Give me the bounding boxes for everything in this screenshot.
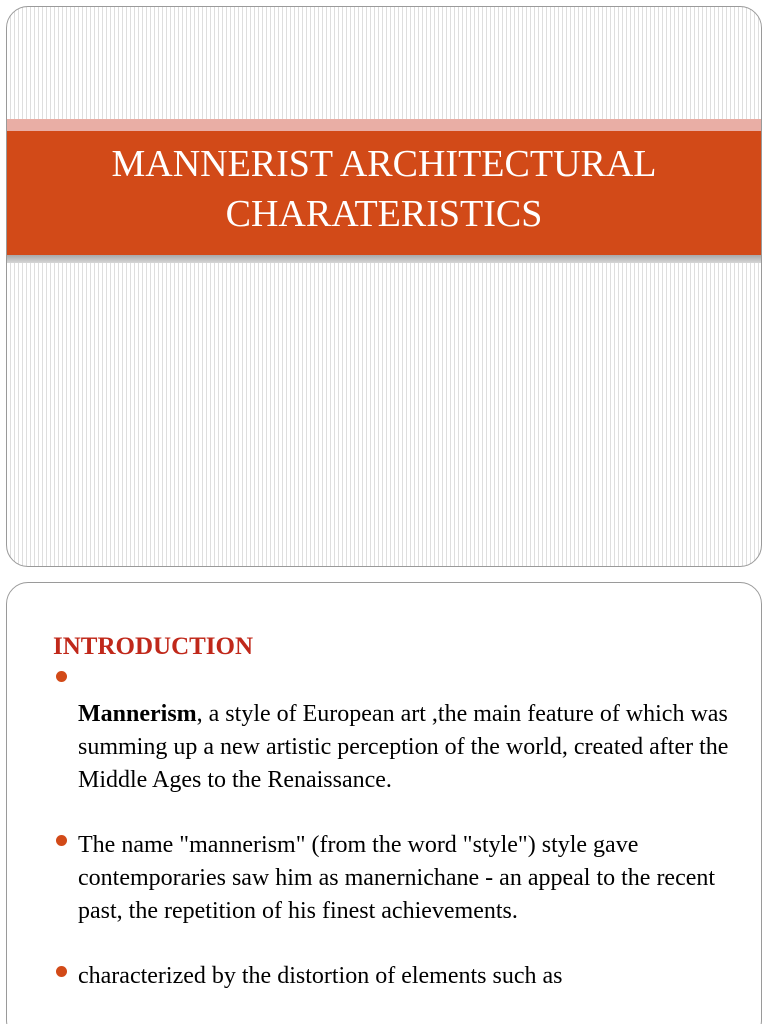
introduction-heading: INTRODUCTION: [53, 633, 254, 660]
bullet-body: , a style of European art ,the main feature of which was summing up a new artistic perception of the world, created after the Middle Ages to the Renaissance.: [78, 701, 729, 793]
bullet-list: [53, 669, 733, 993]
bullet-item-characterized: [53, 960, 733, 993]
bullet-bold-term: Mannerism: [78, 701, 197, 727]
bullet-item-mannerism: [53, 665, 733, 797]
bullet-item-name: [53, 829, 733, 928]
slide-title-line-1: MANNERIST ARCHITECTURAL: [111, 143, 657, 185]
bullet-text: characterized by the distortion of elements such as: [78, 963, 563, 989]
title-slide: [6, 6, 762, 567]
bullet-dot-icon: [56, 671, 67, 682]
introduction-slide: [6, 582, 762, 1024]
title-band-shadow-stripe: [7, 255, 761, 263]
bullet-dot-icon: [56, 966, 67, 977]
slide-title-line-2: CHARATERISTICS: [225, 193, 543, 235]
title-band-top-stripe: [7, 119, 761, 131]
bullet-text: The name "mannerism" (from the word "style") style gave contemporaries saw him as manernichane - an appeal to the recent past, the repetition of his finest achievements.: [78, 832, 716, 924]
bullet-text: [78, 665, 733, 797]
bullet-dot-icon: [56, 835, 67, 846]
slide-title: [47, 139, 721, 239]
